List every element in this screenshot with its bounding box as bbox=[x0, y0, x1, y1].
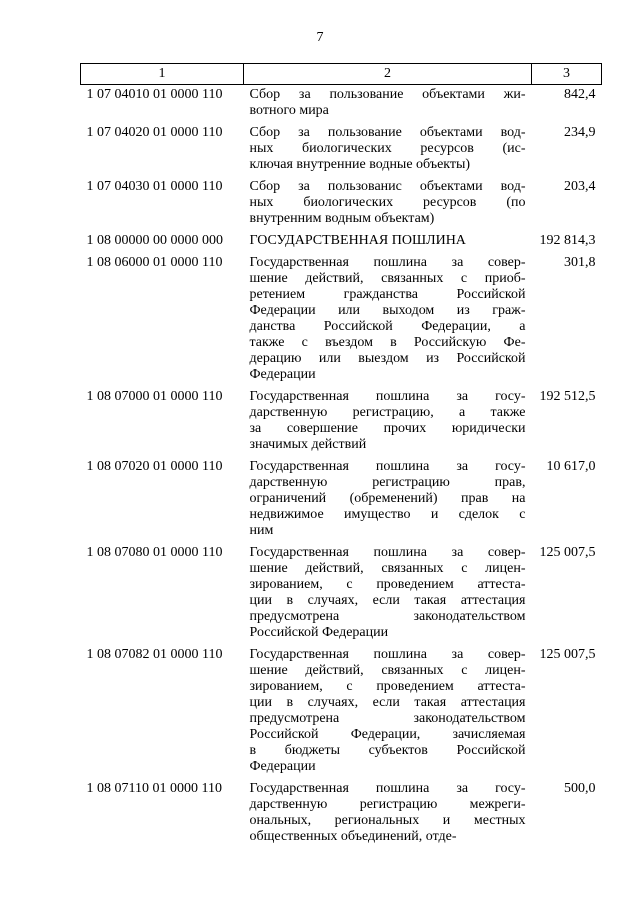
table-row bbox=[81, 457, 602, 543]
amount: 192 814,3 bbox=[539, 233, 596, 248]
budget-code: 1 07 04030 01 0000 110 bbox=[86, 179, 223, 194]
revenue-name-line: также с въездом в Российскую Фе- bbox=[249, 335, 526, 350]
revenue-name bbox=[244, 645, 532, 779]
header-col-2: 2 bbox=[244, 64, 532, 85]
revenue-name bbox=[244, 779, 532, 849]
revenue-name-line: Сбор за пользование объектами жи- bbox=[249, 87, 526, 102]
budget-code: 1 08 07000 01 0000 110 bbox=[86, 389, 223, 404]
revenue-name-line: за совершение прочих юридически bbox=[249, 421, 526, 436]
revenue-name-line: вотного мира bbox=[249, 103, 329, 118]
revenue-name-line: ретением гражданства Российской bbox=[249, 287, 526, 302]
revenue-name-line: ним bbox=[249, 523, 274, 538]
revenue-name-line: Российской Федерации bbox=[249, 625, 389, 640]
revenue-name bbox=[244, 253, 532, 387]
revenue-name-line: данства Российской Федерации, а bbox=[249, 319, 526, 334]
budget-code: 1 08 07080 01 0000 110 bbox=[86, 545, 223, 560]
revenue-name-line: ональных, региональных и местных bbox=[249, 813, 526, 828]
revenue-name-line: Государственная пошлина за совер- bbox=[249, 255, 526, 270]
budget-code: 1 08 00000 00 0000 000 bbox=[86, 233, 223, 248]
budget-code: 1 08 07020 01 0000 110 bbox=[86, 459, 223, 474]
amount: 10 617,0 bbox=[546, 459, 596, 474]
page-number: 7 bbox=[316, 30, 324, 45]
revenue-name-line: Сбор за пользование объектами вод- bbox=[249, 125, 526, 140]
table-body bbox=[81, 85, 602, 850]
revenue-name-line: значимых действий bbox=[249, 437, 367, 452]
budget-table bbox=[80, 63, 602, 849]
revenue-name-line: шение действий, связанных с приоб- bbox=[249, 271, 526, 286]
revenue-name-line: дерацию или выездом из Российской bbox=[249, 351, 526, 366]
amount: 203,4 bbox=[564, 179, 596, 194]
amount: 301,8 bbox=[564, 255, 596, 270]
revenue-name-line: ных биологических ресурсов (по bbox=[249, 195, 526, 210]
revenue-name-line: дарственную регистрацию прав, bbox=[249, 475, 526, 490]
revenue-name bbox=[244, 387, 532, 457]
revenue-name-line: Государственная пошлина за госу- bbox=[249, 389, 526, 404]
revenue-name-line: ГОСУДАРСТВЕННАЯ ПОШЛИНА bbox=[249, 233, 466, 248]
budget-code: 1 08 07082 01 0000 110 bbox=[86, 647, 223, 662]
table-row bbox=[81, 177, 602, 231]
table-row bbox=[81, 387, 602, 457]
table-row bbox=[81, 543, 602, 645]
revenue-name-line: Сбор за пользованис объектами вод- bbox=[249, 179, 526, 194]
budget-code: 1 07 04020 01 0000 110 bbox=[86, 125, 223, 140]
revenue-name-line: зированием, с проведением аттеста- bbox=[249, 679, 526, 694]
revenue-name-line: общественных объединений, отде- bbox=[249, 829, 457, 844]
revenue-name-line: ограничений (обременений) прав на bbox=[249, 491, 526, 506]
revenue-name-line: Государственная пошлина за совер- bbox=[249, 545, 526, 560]
revenue-name-line: дарственную регистрацию, а также bbox=[249, 405, 526, 420]
amount: 192 512,5 bbox=[539, 389, 596, 404]
revenue-name-line: внутренним водным объектам) bbox=[249, 211, 435, 226]
revenue-name bbox=[244, 231, 532, 253]
amount: 125 007,5 bbox=[539, 647, 596, 662]
revenue-name-line: Федерации bbox=[249, 759, 316, 774]
revenue-name-line: Российской Федерации, зачисляемая bbox=[249, 727, 526, 742]
revenue-name-line: Федерации bbox=[249, 367, 316, 382]
revenue-name bbox=[244, 457, 532, 543]
revenue-name-line: предусмотрена законодательством bbox=[249, 609, 526, 624]
revenue-name bbox=[244, 543, 532, 645]
revenue-name bbox=[244, 123, 532, 177]
revenue-name-line: зированием, с проведением аттеста- bbox=[249, 577, 526, 592]
revenue-name bbox=[244, 177, 532, 231]
revenue-name-line: ции в случаях, если такая аттестация bbox=[249, 695, 526, 710]
revenue-name-line: недвижимое имущество и сделок с bbox=[249, 507, 526, 522]
revenue-name-line: шение действий, связанных с лицен- bbox=[249, 663, 526, 678]
revenue-name-line: шение действий, связанных с лицен- bbox=[249, 561, 526, 576]
revenue-name-line: Государственная пошлина за совер- bbox=[249, 647, 526, 662]
revenue-name bbox=[244, 85, 532, 124]
revenue-name-line: предусмотрена законодательством bbox=[249, 711, 526, 726]
table-header bbox=[81, 64, 602, 85]
budget-code: 1 08 06000 01 0000 110 bbox=[86, 255, 223, 270]
revenue-name-line: Государственная пошлина за госу- bbox=[249, 459, 526, 474]
revenue-name-line: ключая внутренние водные объекты) bbox=[249, 157, 471, 172]
header-col-3: 3 bbox=[532, 64, 602, 85]
table-row bbox=[81, 645, 602, 779]
table-row bbox=[81, 253, 602, 387]
table-row bbox=[81, 85, 602, 124]
amount: 500,0 bbox=[564, 781, 596, 796]
revenue-name-line: в бюджеты субъектов Российской bbox=[249, 743, 526, 758]
budget-code: 1 07 04010 01 0000 110 bbox=[86, 87, 223, 102]
table-row bbox=[81, 123, 602, 177]
table-row bbox=[81, 779, 602, 849]
amount: 234,9 bbox=[564, 125, 596, 140]
amount: 125 007,5 bbox=[539, 545, 596, 560]
revenue-name-line: ных биологических ресурсов (ис- bbox=[249, 141, 526, 156]
revenue-name-line: ции в случаях, если такая аттестация bbox=[249, 593, 526, 608]
revenue-name-line: Федерации или выходом из граж- bbox=[249, 303, 526, 318]
budget-code: 1 08 07110 01 0000 110 bbox=[86, 781, 222, 796]
header-col-1: 1 bbox=[81, 64, 244, 85]
amount: 842,4 bbox=[564, 87, 596, 102]
revenue-name-line: дарственную регистрацию межреги- bbox=[249, 797, 526, 812]
table-row bbox=[81, 231, 602, 253]
revenue-name-line: Государственная пошлина за госу- bbox=[249, 781, 526, 796]
